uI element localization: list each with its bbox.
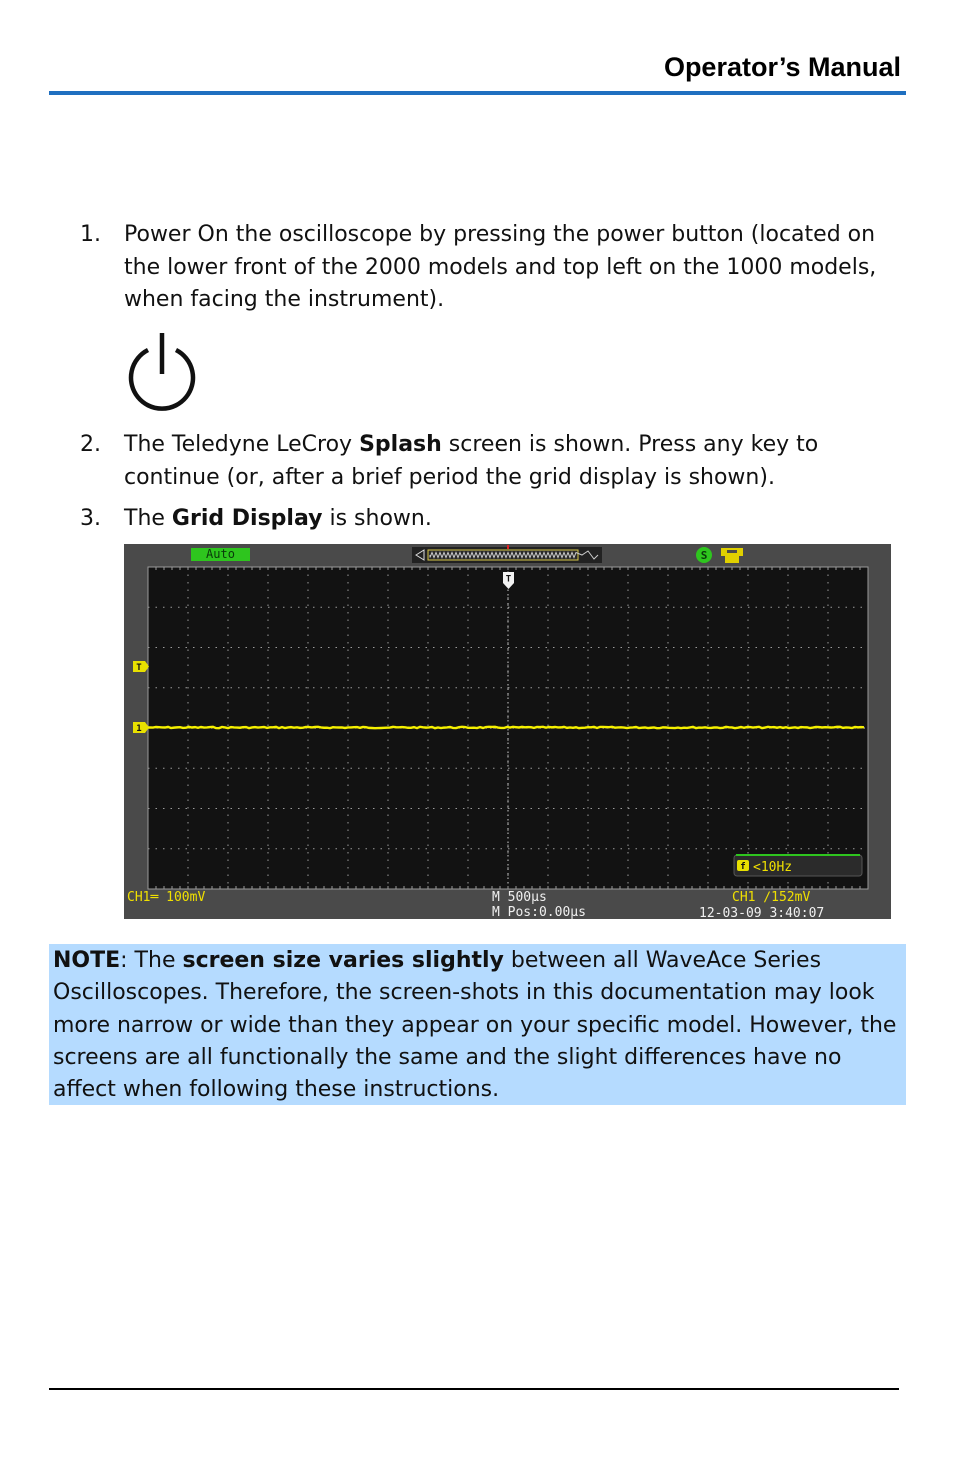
trigger-readout: CH1 ∕152mV (732, 890, 811, 905)
frequency-readout (734, 855, 862, 876)
oscilloscope-screenshot (124, 544, 891, 919)
header-rule (49, 91, 906, 95)
svg-text:f: f (740, 862, 746, 872)
splash-term: Splash (359, 432, 442, 457)
svg-text:1: 1 (136, 724, 142, 734)
step-text: The Grid Display is shown. (124, 506, 432, 531)
svg-text:T: T (136, 663, 142, 673)
step-text: The Teledyne LeCroy Splash screen is shown. Press any key to continue (or, after a brief period the grid display is shown). (124, 432, 819, 490)
timebase-readout: M 500μs (492, 890, 547, 905)
memory-position-bar (412, 545, 602, 563)
channel-1-trace (148, 727, 864, 728)
note-label: NOTE (53, 948, 121, 973)
page-header-title: Operator’s Manual (663, 52, 901, 82)
trigger-mode-label: Auto (206, 547, 235, 561)
usb-status-icon (696, 547, 712, 563)
step-number: 2. (80, 432, 101, 457)
scope-display (124, 544, 891, 919)
frequency-value: <10Hz (753, 860, 793, 875)
svg-text:S: S (700, 549, 708, 562)
note-emphasis: screen size varies slightly (182, 948, 504, 973)
step-number: 3. (80, 506, 101, 531)
footer-rule (49, 1388, 899, 1390)
ch1-scale-readout: CH1═ 100mV (127, 890, 206, 905)
svg-text:T: T (505, 574, 512, 585)
step-text: Power On the oscilloscope by pressing the power button (located on the lower front of the 2000 models and top left on the 1000 models, when facing the instrument). (124, 222, 877, 312)
timebase-position-readout: M Pos:0.00μs (492, 905, 586, 919)
note-box: NOTE: The screen size varies slightly between all WaveAce Series Oscilloscopes. Therefore, the screen-shots in this documentation may look more narrow or wide than they appear on your specific model. However, the screens are all functionally the same and the slight differences have no affect when following these instructions. (49, 944, 906, 1105)
step-number: 1. (80, 222, 101, 247)
grid-display-term: Grid Display (171, 506, 323, 531)
datetime-readout: 12-03-09 3:40:07 (699, 906, 825, 919)
power-icon (124, 330, 200, 416)
